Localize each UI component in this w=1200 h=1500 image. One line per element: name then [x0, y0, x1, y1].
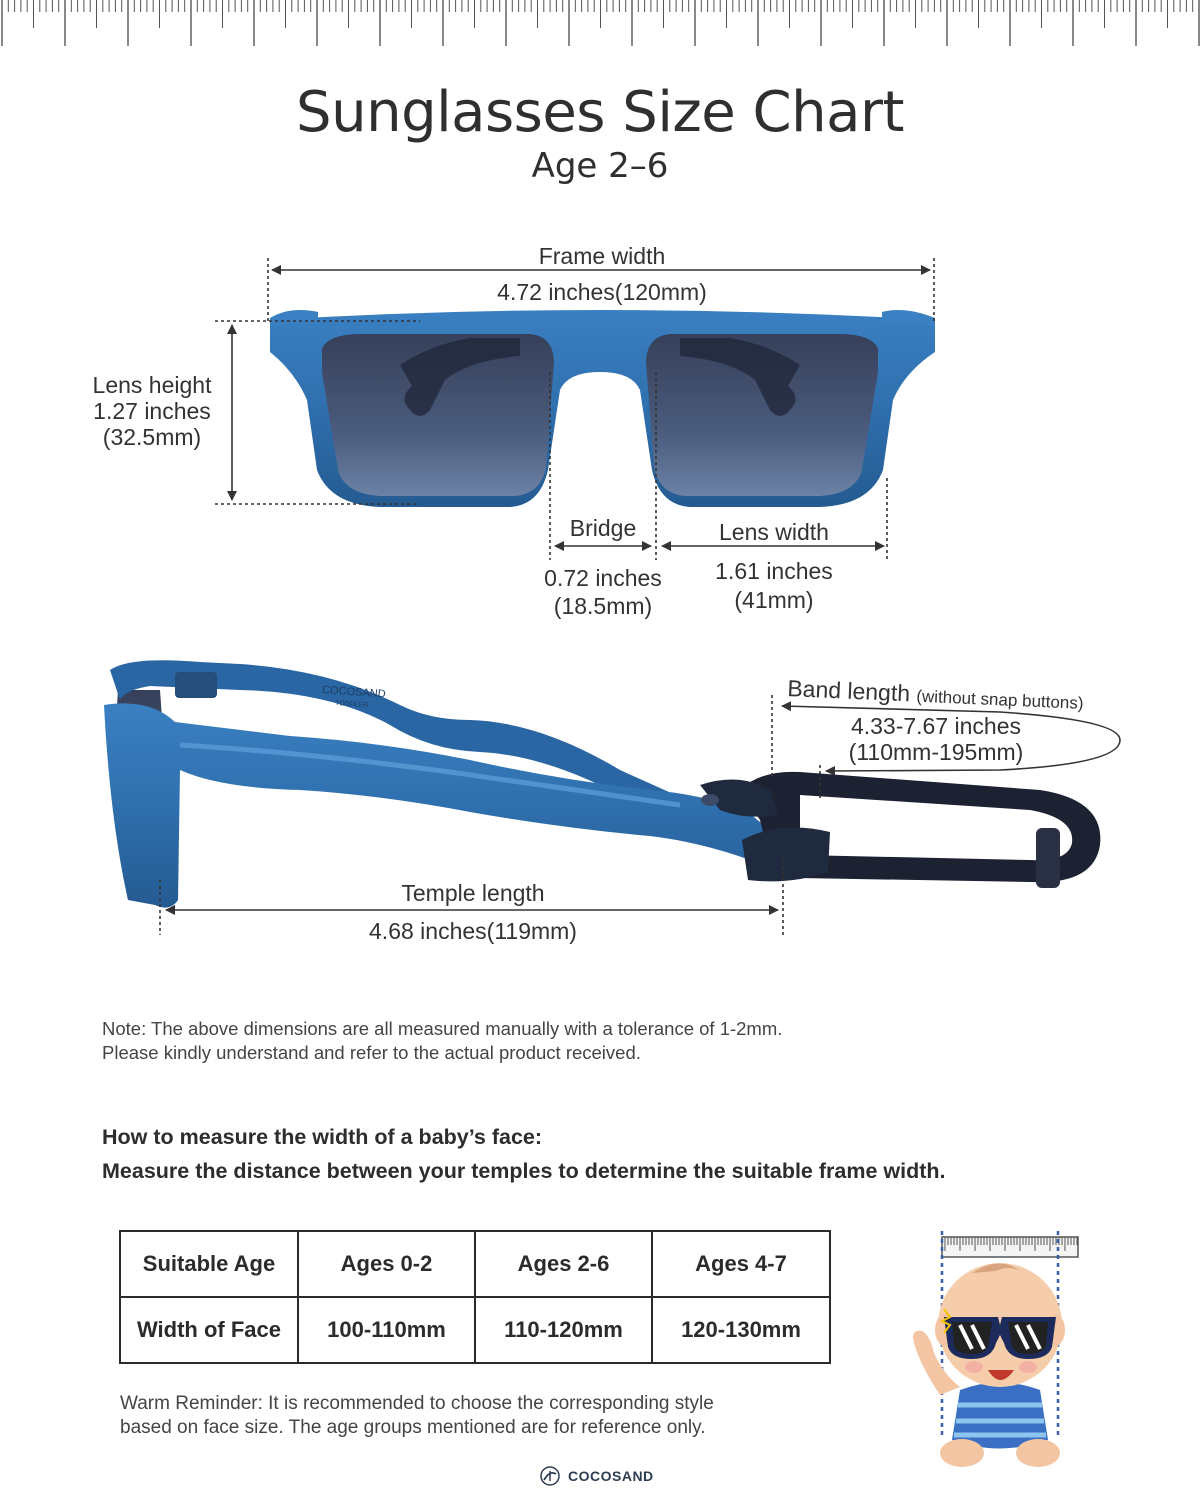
table-row: [120, 1231, 830, 1297]
temple-length-label: Temple length: [401, 880, 545, 906]
lens-width-mm: (41mm): [734, 587, 814, 613]
page-title: Sunglasses Size Chart: [296, 80, 904, 145]
temple-model-print: TODDLER: [334, 700, 369, 710]
page-subtitle: Age 2–6: [531, 146, 669, 186]
frame-width-label: Frame width: [538, 243, 666, 269]
footer-brand: [538, 1466, 654, 1486]
table-header-cell: Ages 0-2: [298, 1231, 475, 1297]
reminder-line-1: Warm Reminder: It is recommended to choose the corresponding style: [120, 1393, 714, 1414]
band-length-mm: (110mm-195mm): [848, 739, 1024, 765]
front-view-glasses: [270, 310, 935, 507]
note-line-2: Please kindly understand and refer to the actual product received.: [102, 1042, 641, 1063]
lens-width-label: Lens width: [719, 519, 829, 545]
lens-height-mm: (32.5mm): [102, 424, 202, 450]
bridge-label: Bridge: [569, 515, 637, 541]
table-header-cell: Suitable Age: [120, 1231, 298, 1297]
footer-brand-text: COCOSAND: [568, 1468, 654, 1484]
baby-with-sunglasses-illustration: [900, 1225, 1090, 1475]
lens-height-inches: 1.27 inches: [93, 398, 211, 424]
lens-height-label: Lens height: [92, 372, 212, 398]
table-cell: Width of Face: [120, 1297, 298, 1363]
temple-length-value: 4.68 inches(119mm): [369, 918, 577, 944]
note-line-1: Note: The above dimensions are all measured manually with a tolerance of 1-2mm.: [102, 1018, 783, 1039]
band-length-qualifier: (without snap buttons): [915, 686, 1084, 713]
table-row: [120, 1297, 830, 1363]
bridge-mm: (18.5mm): [553, 593, 653, 619]
table-cell: 120-130mm: [652, 1297, 830, 1363]
howto-instruction: Measure the distance between your temples to determine the suitable frame width.: [102, 1159, 946, 1183]
frame-width-value: 4.72 inches(120mm): [497, 279, 707, 305]
table-header-cell: Ages 2-6: [475, 1231, 652, 1297]
bridge-inches: 0.72 inches: [544, 565, 662, 591]
band-length-title: Band length: [786, 675, 911, 707]
lens-width-inches: 1.61 inches: [715, 558, 833, 584]
table-cell: 110-120mm: [475, 1297, 652, 1363]
reminder-line-2: based on face size. The age groups mentioned are for reference only.: [120, 1417, 706, 1438]
table-cell: 100-110mm: [298, 1297, 475, 1363]
howto-heading: How to measure the width of a baby’s face:: [102, 1125, 543, 1149]
cocosand-logo-icon: [538, 1466, 562, 1486]
band-length-inches: 4.33-7.67 inches: [850, 713, 1022, 739]
table-header-cell: Ages 4-7: [652, 1231, 830, 1297]
temple-brand-print: COCOSAND: [321, 684, 387, 701]
size-table: [119, 1230, 831, 1364]
